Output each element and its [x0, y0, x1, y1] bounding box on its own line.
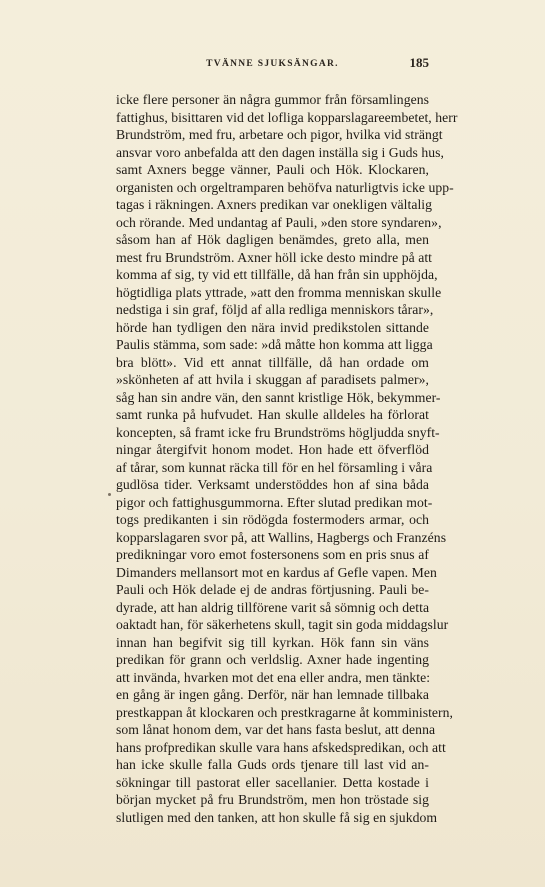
margin-mark: [108, 493, 111, 496]
text-line: Dimanders mellansort mot en kardus af Gefle vapen. Men: [116, 564, 437, 580]
text-line: gudlösa tider. Verksamt understöddes hon af sina båda: [116, 477, 429, 492]
text-line: början mycket på fru Brundström, men hon tröstade sig: [116, 792, 429, 807]
text-line: koncepten, så framt icke fru Brundströms högljudda snyft-: [116, 424, 440, 440]
text-line: prestkappan åt klockaren och prestkragarne åt komministern,: [116, 704, 454, 720]
text-line: komma af sig, ty vid ett tillfälle, då han från sin upphöjda,: [116, 267, 438, 282]
text-line: ansvar voro anbefalda att den dagen inställa sig i Guds hus,: [116, 144, 444, 160]
page-number: 185: [409, 55, 429, 70]
text-line: »skönheten af att hvila i skuggan af paradisets palmer»,: [116, 372, 429, 387]
text-line: icke flere personer än några gummor från församlingens: [116, 92, 429, 107]
text-line: en gång är ingen gång. Derför, när han lemnade tillbaka: [116, 687, 429, 702]
text-line: af tårar, som kunnat räcka till för en hel församling i våra: [116, 459, 433, 475]
text-line: tagas i räkningen. Axners predikan var onekligen vältalig: [116, 197, 433, 212]
text-line: och rörande. Med undantag af Pauli, »den store syndaren»,: [116, 214, 442, 230]
text-line: Paulis stämma, som sade: »då måtte hon komma att ligga: [116, 337, 433, 352]
text-line: slutligen med den tanken, att hon skulle få sig en sjukdom: [116, 809, 438, 825]
text-line: togs predikanten i sin rödögda fostermoders armar, och: [116, 512, 429, 527]
text-line: fattighus, bisittaren vid det lofliga kopparslagareembetet, herr: [116, 109, 458, 125]
text-line: Pauli och Hök delade ej de andras förtjusning. Pauli be-: [116, 582, 429, 597]
text-line: som lånat honom dem, var det hans fasta beslut, att denna: [116, 722, 436, 737]
text-line: bra blött». Vid ett annat tillfälle, då han ordade om: [116, 354, 429, 370]
text-line: samt runka på hufvudet. Han skulle alldeles ha förlorat: [116, 407, 429, 422]
text-line: sökningar till pastorat eller sacellanier. Detta kostade i: [116, 774, 429, 790]
text-line: samt Axners begge vänner, Pauli och Hök. Klockaren,: [116, 162, 429, 177]
body-text: [116, 91, 458, 826]
text-line: predikan för grann och verldslig. Axner hade ingenting: [116, 652, 429, 667]
text-line: att invända, hvarken mot det ena eller andra, men tänkte:: [116, 669, 431, 685]
text-line: innan han begifvit sig till kyrkan. Hök fann sin väns: [116, 634, 429, 650]
text-line: oaktadt han, för säkerhetens skull, tagit sin goda middagslur: [116, 617, 449, 632]
text-line: dyrade, att han aldrig tillförene varit så sömnig och detta: [116, 599, 430, 615]
text-line: Brundström, med fru, arbetare och pigor, hvilka vid strängt: [116, 127, 443, 142]
text-line: ningar återgifvit honom modet. Hon hade ett öfverflöd: [116, 442, 429, 457]
text-line: mest fru Brundström. Axner höll icke desto mindre på att: [116, 249, 433, 265]
text-line: nedstiga i sin graf, följd af alla redliga menniskors tårar»,: [116, 302, 434, 317]
text-line: hans profpredikan skulle vara hans afskedspredikan, och att: [116, 739, 446, 755]
running-title: TVÄNNE SJUKSÄNGAR.: [206, 59, 339, 69]
text-line: han icke skulle falla Guds ords tjenare till last vid an-: [116, 757, 429, 772]
text-line: hörde han tydligen den nära invid predikstolen sittande: [116, 319, 429, 335]
text-line: organisten och orgeltramparen behöfva naturligtvis icke upp-: [116, 179, 454, 195]
text-line: såsom han af Hök dagligen benämdes, greto alla, men: [116, 232, 429, 247]
text-line: predikningar voro emot fostersonens som en pris snus af: [116, 547, 429, 562]
text-line: kopparslagaren svor på, att Wallins, Hagbergs och Franzéns: [116, 529, 447, 545]
text-line: högtidliga plats yttrade, »att den fromma menniskan skulle: [116, 284, 442, 300]
text-line: pigor och fattighusgummorna. Efter slutad predikan mot-: [116, 494, 433, 510]
text-line: såg han sin andre vän, den sannt kristlige Hök, bekymmer-: [116, 389, 441, 405]
